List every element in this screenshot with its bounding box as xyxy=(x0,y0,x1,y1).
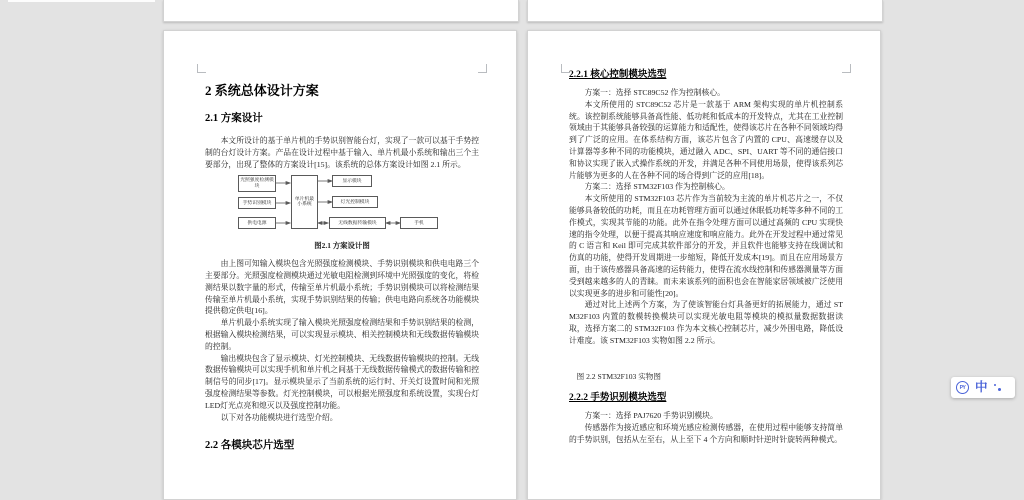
figure-2-2-caption: 图 2.2 STM32F103 实物图 xyxy=(576,371,661,381)
figure-2-1-caption: 图2.1 方案设计图 xyxy=(314,241,370,251)
section-heading-2-2-2: 2.2.2 手势识别模块选型 xyxy=(569,393,667,404)
document-page-2[interactable] xyxy=(527,30,881,500)
flowchart-box-display: 显示模块 xyxy=(332,175,372,187)
paragraph: 方案一：选择 STC89C52 作为控制核心。 xyxy=(584,88,725,97)
paragraph: 本文所使用的 STM32F103 芯片作为当前较为主流的单片机芯片之一，不仅能够具备较低的功耗，而且在功耗管理方面可以通过休眠低功耗等多种不同的工作模式，实现其节能的功能。此外在指令处理方面可以通过高频的 CPU 实现快速的指令处理，以便于提高其响应速度和响应能力。此外在开发过程中通过常见的 C 语言和 Keil 即可完成其软件部分的开发，并且软件也能够支持在线调试和仿真的功能，使得开发周期进一步缩短，降低开发成本[19]。而且在应用场景方面，由于该传感器具备高速的运转能力，使得在流水线控制和传感器测量等方面受到越来越多的人的青睐。而未来该系列的面积也会在智能家居领域被广泛使用以实现更多的进步和可能性[20]。 xyxy=(569,194,843,298)
paragraph: 本文所设计的基于单片机的手势识别智能台灯，实现了一款可以基于手势控制的台灯设计方案。产品在设计过程中基于输入、单片机最小系统和输出三个主要部分，出现了整体的方案设计[15]。该系统的总体方案设计如图 2.1 所示。 xyxy=(205,136,479,169)
paragraph: 由上图可知输入模块包含光照强度检测模块、手势识别模块和供电电路三个主要部分。光照强度检测模块通过光敏电阻检测到环境中光照强度的变化，将检测结果以数字量的形式，传输至单片机最小系统；手势识别模块可以将检测结果传输至单片机最小系统，实现手势识别结果的传输；供电电路向系统各功能模块提供稳定供电[16]。 xyxy=(205,259,479,316)
ime-drag-dots-icon[interactable] xyxy=(994,382,1002,394)
previous-page-bottom-left xyxy=(163,0,519,22)
flowchart-box-light-control: 灯光控制模块 xyxy=(332,196,378,208)
paragraph: 本文所使用的 STC89C52 芯片是一款基于 ARM 架构实现的单片机控制系统。该控制系统能够具备高性能、低功耗和低成本的开发特点，尤其在工业控制领域由于其能够具备较强的运算能力和适配性，使得该芯片在各种不同领域均得到了广泛的应用。在体系结构方面，该芯片包含了内置的 CPU、高速缓存以及计算器等多种不同的功能模块，通过融入 ADC、SPI、UART 等不同的通信接口和协议实现了嵌入式操作系统的开发，并满足各种不同使用场景，使得该系列芯片能够为更多的人在各种不同的场合得到广泛的应用[18]。 xyxy=(569,99,843,180)
flowchart-box-power-supply: 供电电源 xyxy=(238,217,276,229)
document-page-1[interactable] xyxy=(163,30,517,500)
previous-page-bottom-right xyxy=(527,0,883,22)
flowchart-box-wireless: 无线数据传输模块 xyxy=(329,217,386,229)
paragraph: 方案二：选择 STM32F103 作为控制核心。 xyxy=(584,182,730,192)
margin-corner-mark-top-right xyxy=(842,64,851,73)
paragraph: 以下对各功能模块进行选型介绍。 xyxy=(220,412,338,422)
ime-language-mode-button[interactable]: 中 xyxy=(975,380,988,395)
section-heading-2-2-1: 2.2.1 核心控制模块选型 xyxy=(569,70,667,80)
flowchart-figure xyxy=(205,175,481,237)
pinyin-ime-icon[interactable]: PY xyxy=(956,381,969,394)
paragraph: 单片机最小系统实现了输入模块光照强度检测结果和手势识别结果的检测，根据输入模块检测结果，可以实现显示模块、相关控制模块和无线数据传输模块的控制。 xyxy=(205,318,479,351)
paragraph: 方案一：选择 PAJ7620 手势识别模块。 xyxy=(584,411,718,421)
previous-page-edge-far-left xyxy=(8,0,155,2)
flowchart-box-phone: 手机 xyxy=(400,217,438,229)
ime-status-bar[interactable] xyxy=(951,377,1015,398)
flowchart-box-light-sensor: 光照强度检测模块 xyxy=(238,175,276,192)
paragraph: 通过对比上述两个方案，为了使该智能台灯具备更好的拓展能力，通过 STM32F103 内置的数模转换模块可以实现光敏电阻等模块的模拟量数据数据读取，选择方案二的 STM32F103 作为本文核心控制芯片，减少外围电路，降低设计难度。该 STM32F103 实物如图 2.2 所示。 xyxy=(569,300,843,345)
chapter-heading: 2 系统总体设计方案 xyxy=(205,83,319,98)
flowchart-box-gesture-module: 手势识别模块 xyxy=(238,197,276,209)
flowchart-box-mcu-system: 单片机最小系统 xyxy=(291,175,318,229)
paragraph: 输出模块包含了显示模块、灯光控制模块、无线数据传输模块的控制。无线数据传输模块可以实现手机和单片机之间基于无线数据传输模式的数据传输和控制信号的同步[17]。显示模块显示了当前系统的运行时、开关灯设置时间和光照强度检测结果等参数。灯光控制模块，可以根据光照强度和系统设置，实现台灯LED灯光点亮和熄灭以及强度控制功能。 xyxy=(205,353,479,410)
paragraph: 传感器作为接近感应和环境光感应检测传感器，在使用过程中能够支持简单的手势识别，包括从左至右，从上至下 4 个方向和顺时针逆时针旋转两种模式。 xyxy=(569,423,843,444)
section-heading-2-1: 2.1 方案设计 xyxy=(205,113,263,124)
margin-corner-mark-top-right xyxy=(478,64,487,73)
section-heading-2-2: 2.2 各模块芯片选型 xyxy=(205,440,295,452)
